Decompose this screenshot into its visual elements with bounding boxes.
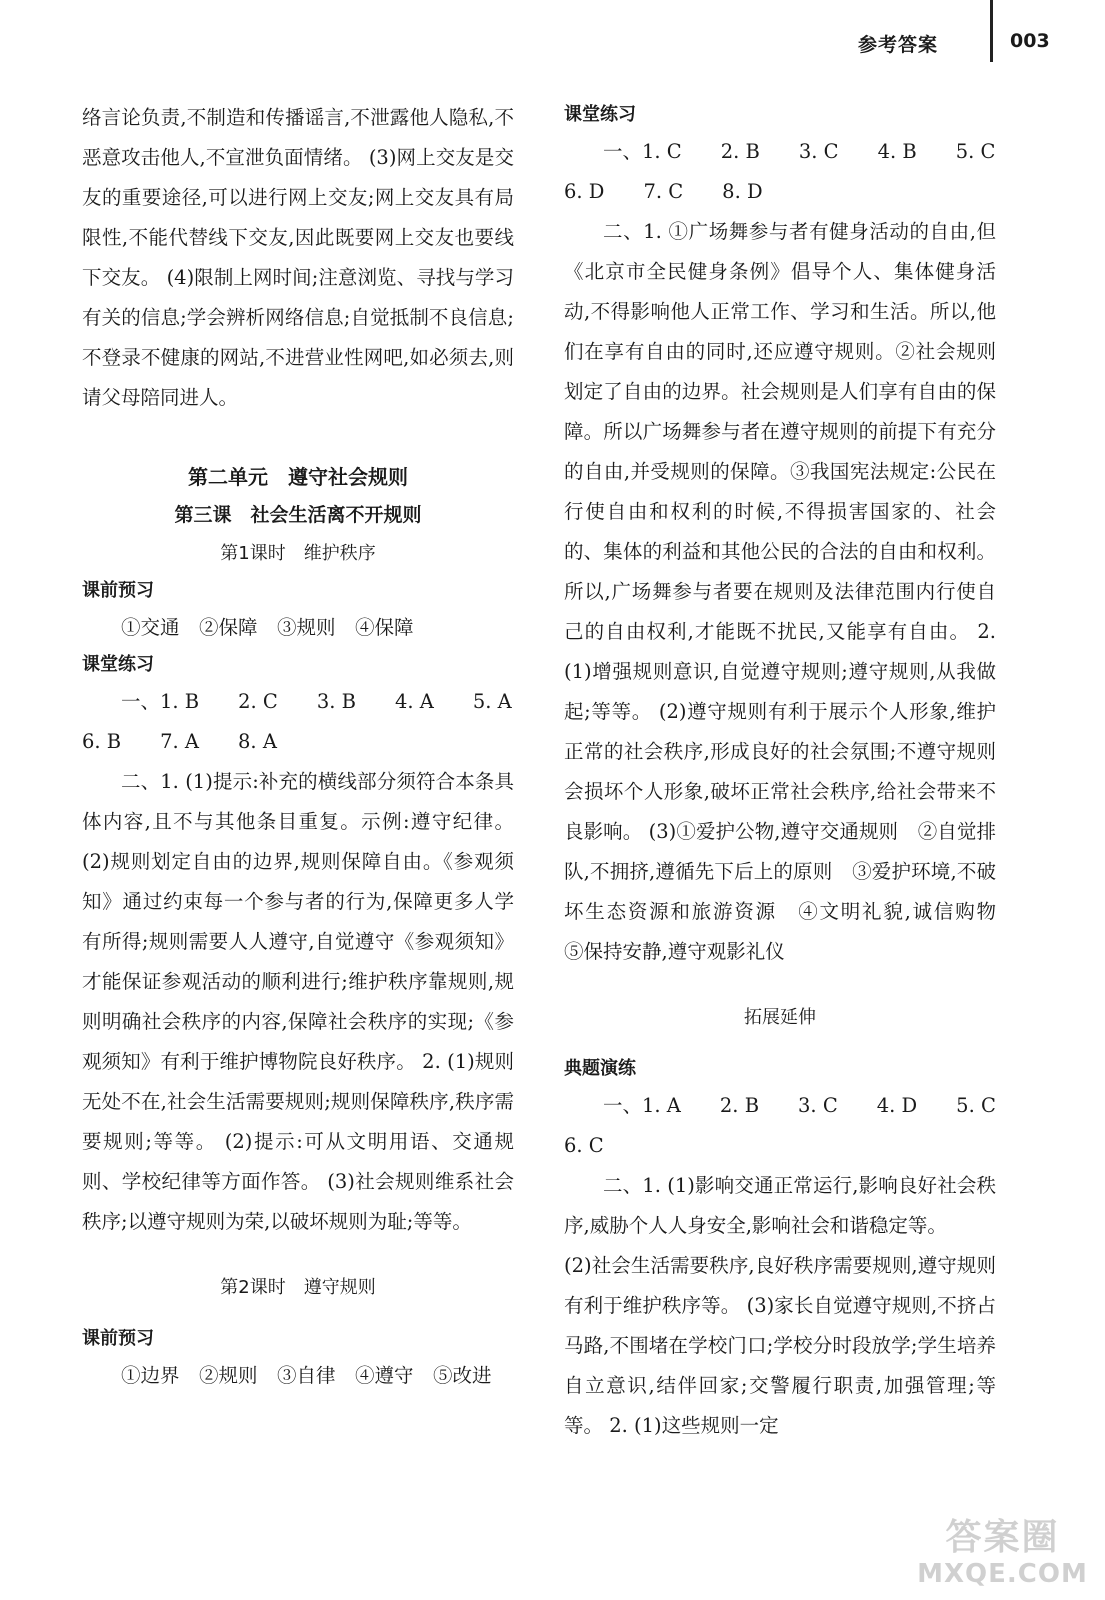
watermark-logo	[900, 1518, 1105, 1600]
essay2-paragraph2: (2)社会生活需要秩序,良好秩序需要规则,遵守规则有利于维护秩序等。 (3)家长自觉遵守规则,不挤占马路,不围堵在学校门口;学校分时段放学;学生培养自立意识,结伴回家;交警履行职责,加强管理;等等。 2. (1)这些规则一定	[564, 1254, 996, 1437]
right-column	[564, 98, 1016, 1446]
watermark-bottom: MXQE.COM	[917, 1559, 1088, 1589]
essay-answers-right: 二、1. ①广场舞参与者有健身活动的自由,但《北京市全民健身条例》倡导个人、集体健身活动,不得影响他人正常工作、学习和生活。所以,他们在享有自由的同时,还应遵守规则。②社会规则划定了自由的边界。社会规则是人们享有自由的保障。所以广场舞参与者在遵守规则的前提下有充分的自由,并受规则的保障。③我国宪法规定:公民在行使自由和权利的时候,不得损害国家的、社会的、集体的利益和其他公民的合法的自由和权利。所以,广场舞参与者要在规则及法律范围内行使自己的自由权利,才能既不扰民,又能享有自由。 2. (1)增强规则意识,自觉遵守规则;遵守规则,从我做起;等等。 (2)遵守规则有利于展示个人形象,维护正常的社会秩序,形成良好的社会氛围;不遵守规则会损坏个人形象,破坏正常社会秩序,给社会带来不良影响。 (3)①爱护公物,遵守交通规则 ②自觉排队,不拥挤,遵循先下后上的原则 ③爱护环境,不破坏生态资源和旅游资源 ④文明礼貌,诚信购物 ⑤保持安静,遵守观影礼仪	[564, 220, 1016, 963]
period2-title: 第2课时 遵守规则	[220, 1277, 376, 1298]
header-divider	[990, 0, 993, 62]
mc-answers-right-line2: 6. D 7. C 8. D	[564, 180, 763, 203]
practice-heading: 课堂练习	[82, 654, 154, 675]
essay2-paragraph1: 二、1. (1)影响交通正常运行,影响良好社会秩序,威胁个人人身安全,影响社会和谐稳定等。	[564, 1174, 996, 1237]
mc-answers-line2: 6. B 7. A 8. A	[82, 730, 277, 753]
mc-answers-right-line1: 一、1. C 2. B 3. C 4. B 5. C	[603, 140, 996, 163]
preview2-answers: ①边界 ②规则 ③自律 ④遵守 ⑤改进	[121, 1364, 492, 1387]
left-column	[82, 98, 514, 1396]
intro-paragraph: 络言论负责,不制造和传播谣言,不泄露他人隐私,不恶意攻击他人,不宣泄负面情绪。 (3)网上交友是交友的重要途径,可以进行网上交友;网上交友具有局限性,不能代替线下交友,因此既要网上交友也要线下交友。 (4)限制上网时间;注意浏览、寻找与学习有关的信息;学会辨析网络信息;自觉抵制不良信息;不登录不健康的网站,不进营业性网吧,如必须去,则请父母陪同进人。	[82, 106, 514, 409]
page-number: 003	[1010, 30, 1050, 52]
lesson-title: 第三课 社会生活离不开规则	[174, 504, 422, 526]
practice-heading-right: 课堂练习	[564, 104, 636, 125]
preview2-heading: 课前预习	[82, 1328, 154, 1349]
unit-title: 第二单元 遵守社会规则	[188, 465, 408, 489]
mc2-answers-line1: 一、1. A 2. B 3. C 4. D 5. C	[603, 1094, 996, 1117]
essay-answers: 二、1. (1)提示:补充的横线部分须符合本条具体内容,且不与其他条目重复。示例:遵守纪律。 (2)规则划定自由的边界,规则保障自由。《参观须知》通过约束每一个参与者的行为,保障更多人学有所得;规则需要人人遵守,自觉遵守《参观须知》才能保证参观活动的顺利进行;维护秩序靠规则,规则明确社会秩序的内容,保障社会秩序的实现;《参观须知》有利于维护博物院良好秩序。 2. (1)规则无处不在,社会生活需要规则;规则保障秩序,秩序需要规则;等等。 (2)提示:可从文明用语、交通规则、学校纪律等方面作答。 (3)社会规则维系社会秩序;以遵守规则为荣,以破坏规则为耻;等等。	[82, 770, 514, 1233]
preview-answers: ①交通 ②保障 ③规则 ④保障	[121, 616, 414, 639]
mc-answers-line1: 一、1. B 2. C 3. B 4. A 5. A	[121, 690, 512, 713]
typical-heading: 典题演练	[564, 1058, 636, 1079]
extension-title: 拓展延伸	[744, 1007, 816, 1028]
preview-heading: 课前预习	[82, 580, 154, 601]
header-title: 参考答案	[858, 34, 939, 56]
watermark-top: 答案圈	[945, 1517, 1060, 1558]
mc2-answers-line2: 6. C	[564, 1134, 604, 1157]
period1-title: 第1课时 维护秩序	[220, 543, 376, 564]
